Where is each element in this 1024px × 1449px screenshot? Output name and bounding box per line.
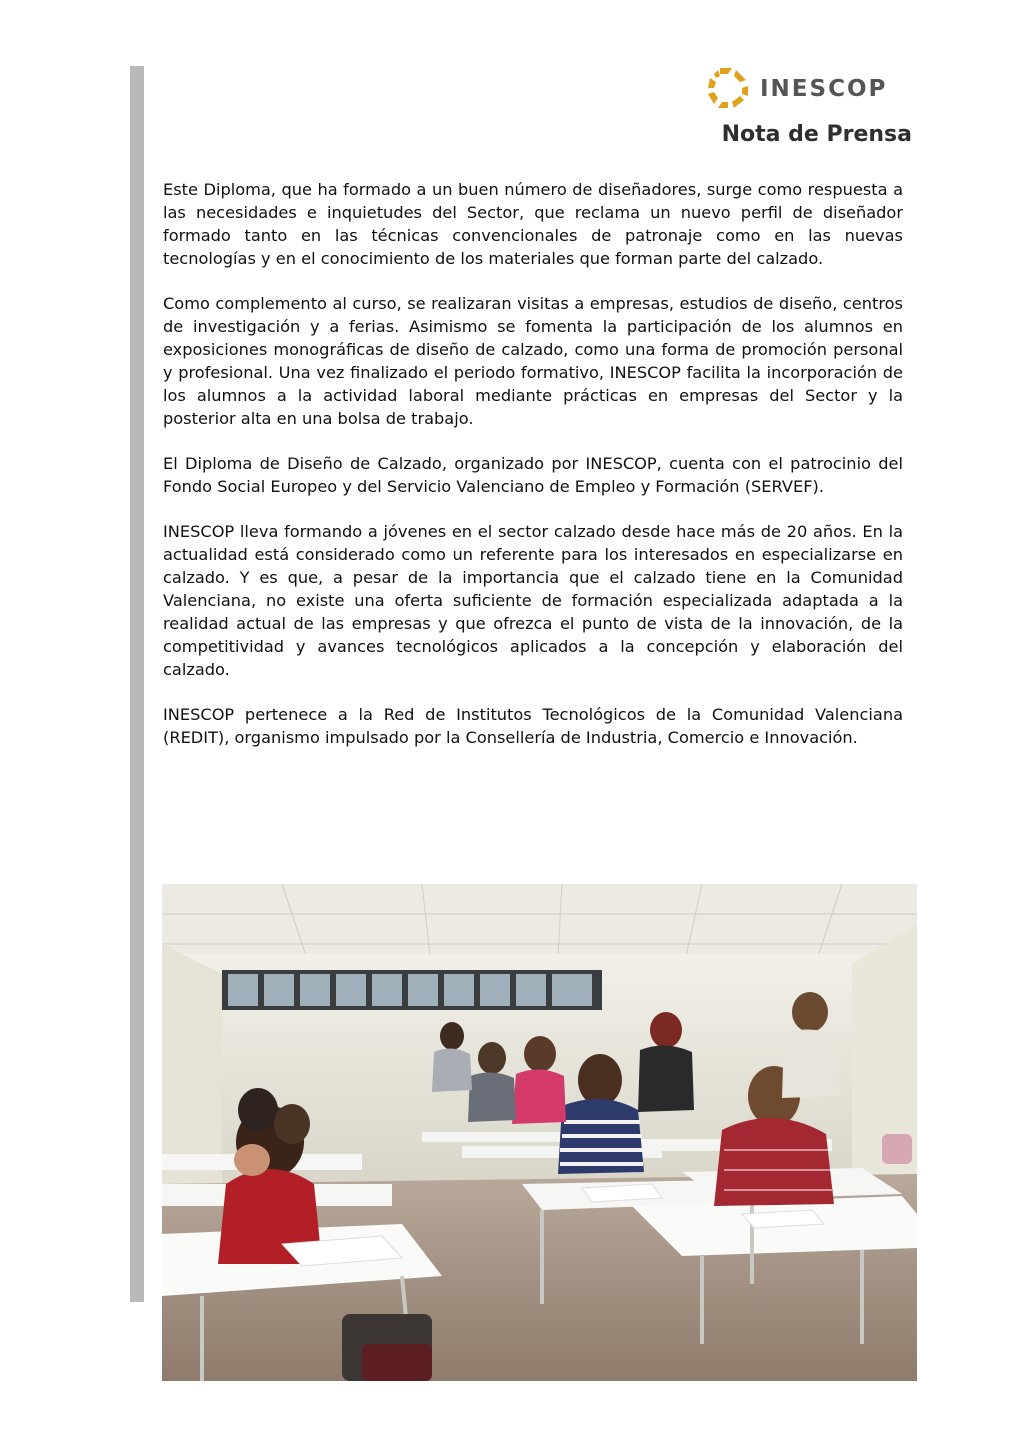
inescop-logo-mark-icon bbox=[706, 66, 750, 110]
paragraph: INESCOP pertenece a la Red de Institutos Tecnológicos de la Comunidad Valenciana (REDIT), organismo impulsado por la Consellería de Industria, Comercio e Innovación. bbox=[163, 705, 903, 747]
paragraph: El Diploma de Diseño de Calzado, organizado por INESCOP, cuenta con el patrocinio del Fondo Social Europeo y del Servicio Valenciano de Empleo y Formación (SERVEF). bbox=[163, 454, 903, 496]
paragraph: Este Diploma, que ha formado a un buen número de diseñadores, surge como respuesta a las necesidades e inquietudes del Sector, que reclama un nuevo perfil de diseñador formado tanto en las técnicas convencionales de patronaje como en las nuevas tecnologías y en el conocimiento de los materiales que forman parte del calzado. bbox=[163, 180, 903, 268]
paragraph: INESCOP lleva formando a jóvenes en el sector calzado desde hace más de 20 años. En la actualidad está considerado como un referente para los interesados en especializarse en calzado. Y es que, a pesar de la importancia que el calzado tiene en la Comunidad Valenciana, no existe una oferta suficiente de formación especializada adaptada a la realidad actual de las empresas y que ofrezca el punto de vista de la innovación, de la competitividad y avances tecnológicos aplicados a la concepción y elaboración del calzado. bbox=[163, 522, 903, 679]
side-accent-bar bbox=[130, 66, 144, 1302]
logo-wordmark: INESCOP bbox=[760, 76, 888, 102]
paragraph: Como complemento al curso, se realizaran visitas a empresas, estudios de diseño, centros de investigación y a ferias. Asimismo se fomenta la participación de los alumnos en exposiciones monográficas de diseño de calzado, como una forma de promoción personal y profesional. Una vez finalizado el periodo formativo, INESCOP facilita la incorporación de los alumnos a la actividad laboral mediante prácticas en empresas del Sector y la posterior alta en una bolsa de trabajo. bbox=[163, 294, 903, 428]
article-body bbox=[163, 178, 903, 771]
inescop-logo bbox=[706, 66, 916, 110]
document-type-title: Nota de Prensa bbox=[721, 122, 912, 147]
classroom-photo bbox=[162, 884, 917, 1381]
classroom-photo-illustration bbox=[162, 884, 917, 1381]
